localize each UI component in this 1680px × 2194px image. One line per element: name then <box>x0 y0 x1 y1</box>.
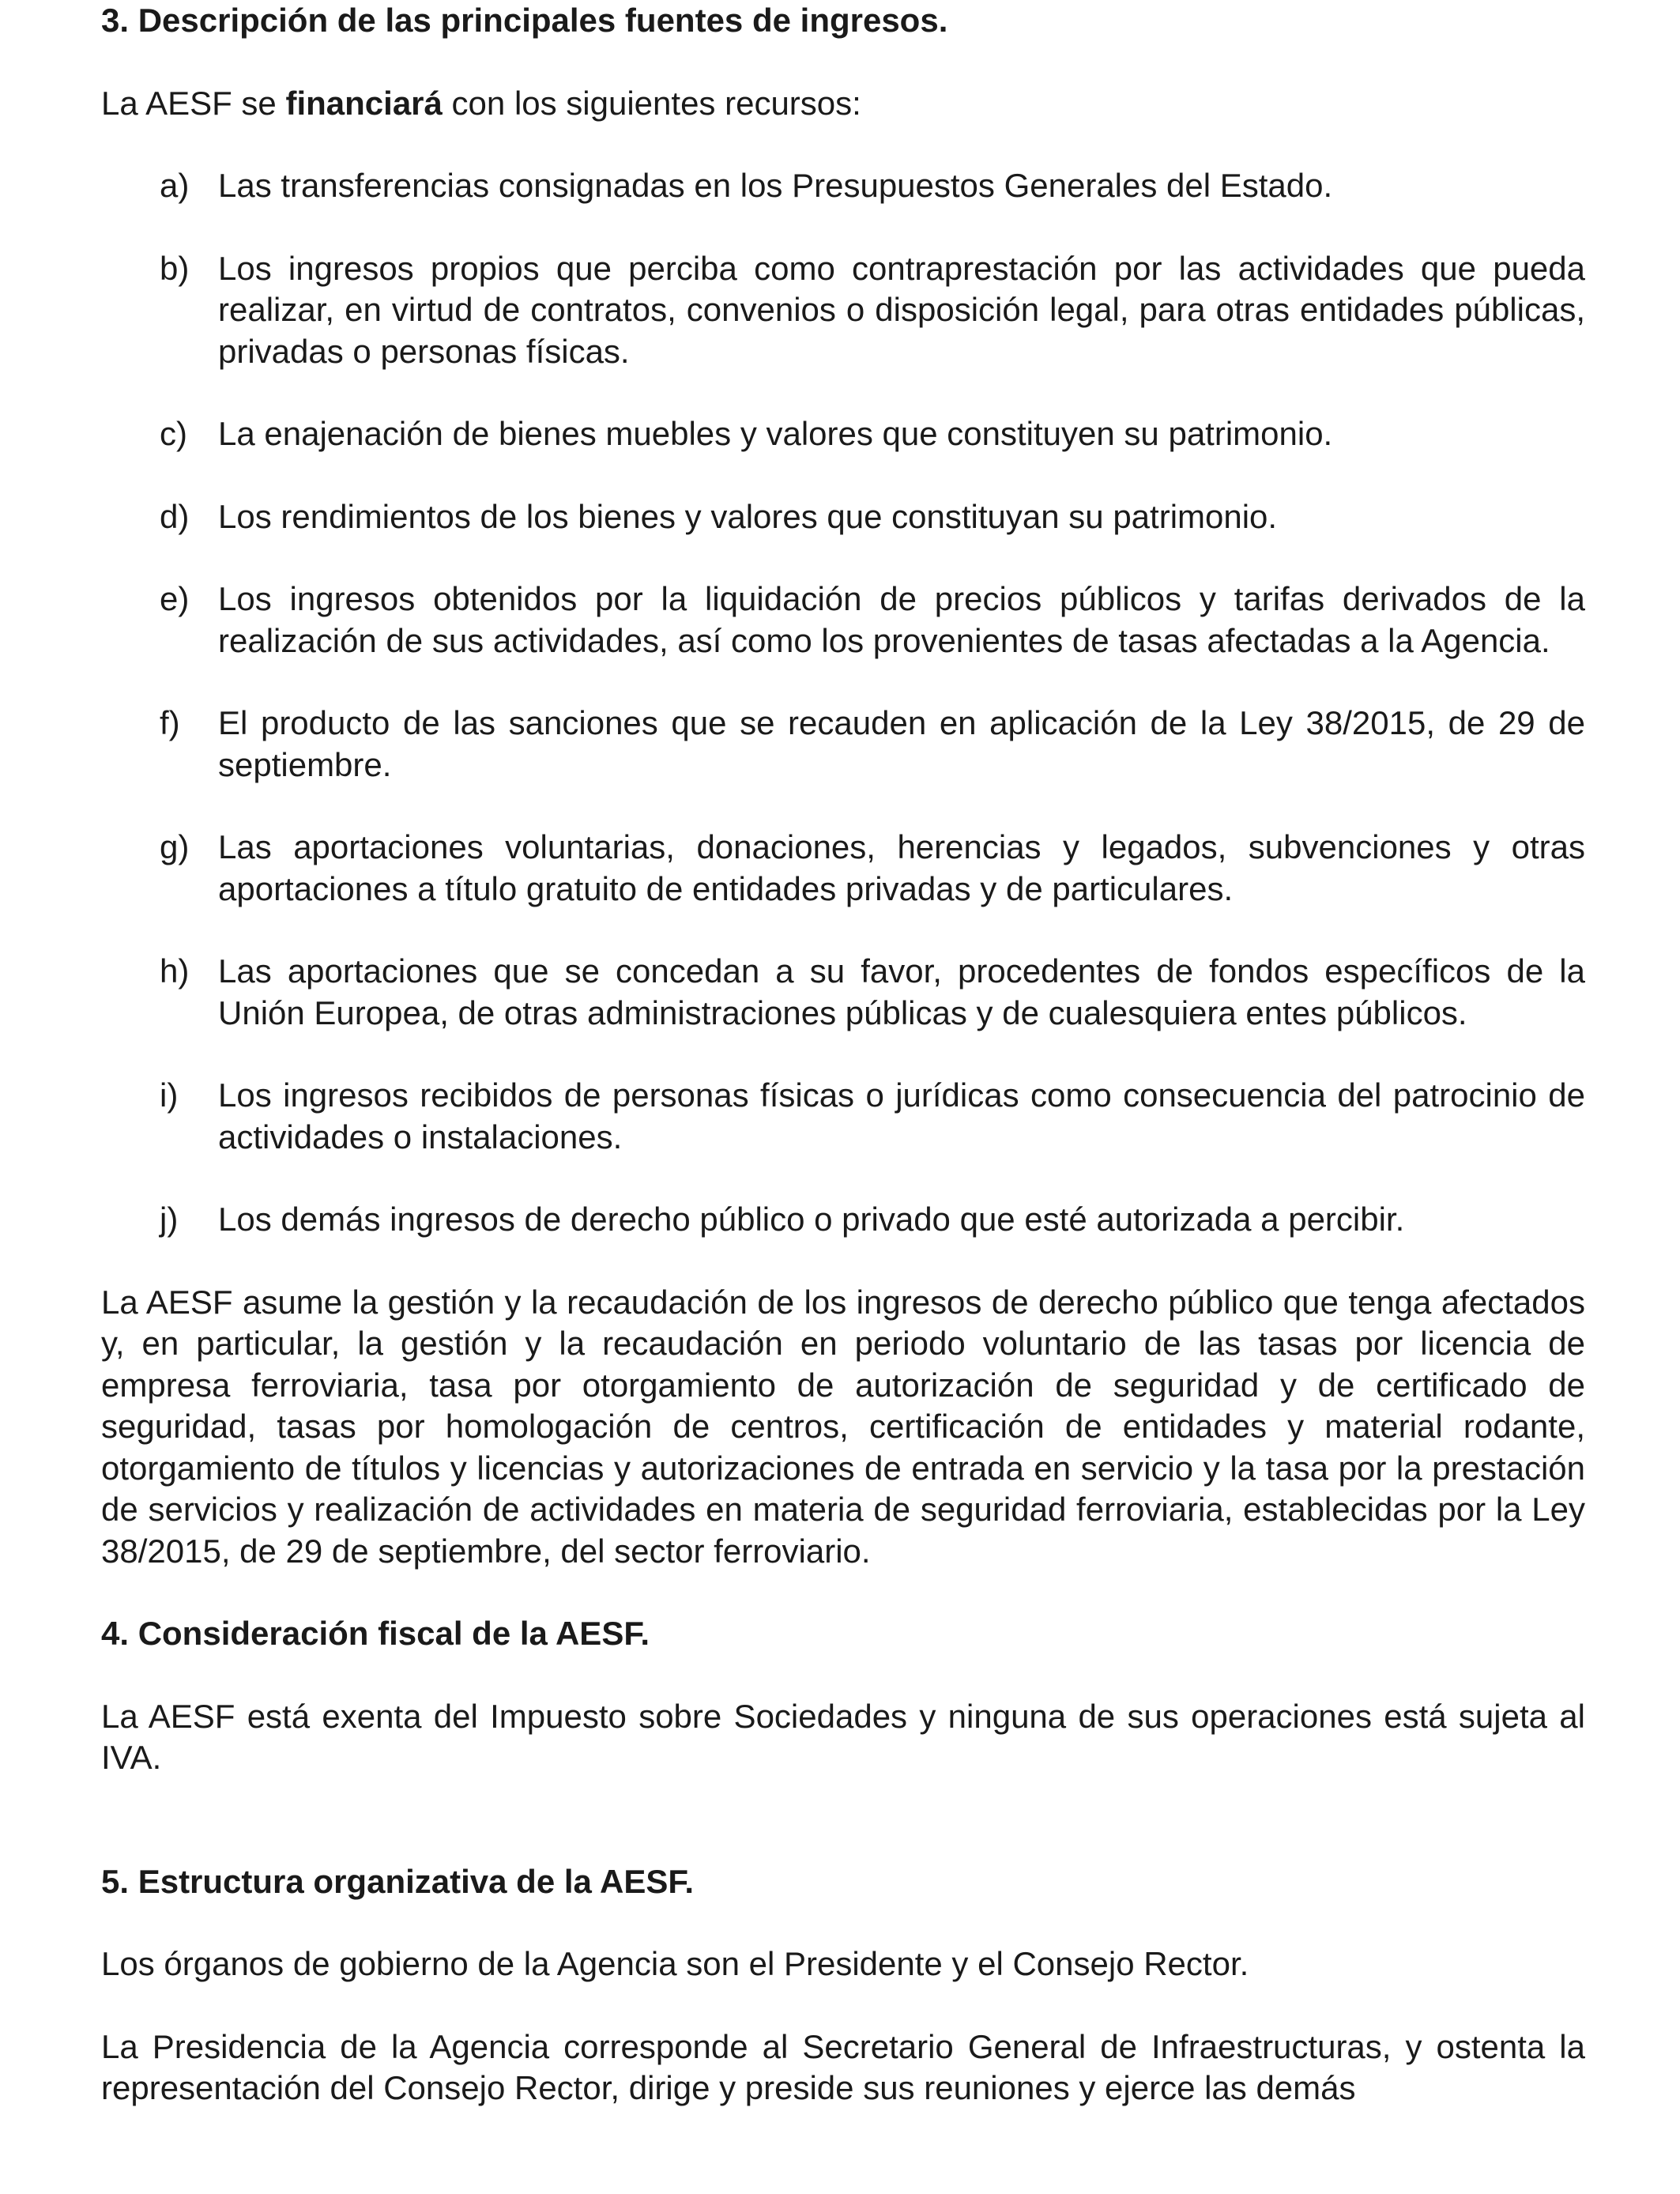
list-item-text: Los ingresos recibidos de personas físicas o jurídicas como consecuencia del patrocinio de actividades o instalaciones. <box>218 1076 1585 1155</box>
list-item <box>101 827 1585 910</box>
section-4-body: La AESF está exenta del Impuesto sobre Sociedades y ninguna de sus operaciones está sujeta al IVA. <box>101 1697 1585 1776</box>
list-item-marker: i) <box>160 1076 179 1114</box>
list-item <box>101 951 1585 1034</box>
list-item-marker: e) <box>160 580 190 617</box>
list-item-marker: g) <box>160 828 190 865</box>
section-3-closing-paragraph: La AESF asume la gestión y la recaudación de los ingresos de derecho público que tenga afectados y, en particular, la gestión y la recaudación en periodo voluntario de las tasas por licencia de empresa ferroviaria, tasa por otorgamiento de autorización de seguridad y de certificado de seguridad, tasas por homologación de centros, certificación de entidades y material rodante, otorgamiento de títulos y licencias y autorizaciones de entrada en servicio y la tasa por la prestación de servicios y realización de actividades en materia de seguridad ferroviaria, establecidas por la Ley 38/2015, de 29 de septiembre, del sector ferroviario. <box>101 1283 1585 1570</box>
list-item-text: Los ingresos propios que perciba como contraprestación por las actividades que pueda realizar, en virtud de contratos, convenios o disposición legal, para otras entidades públicas, privadas o personas físicas. <box>218 249 1585 370</box>
document-page <box>101 0 1585 2109</box>
list-item <box>101 496 1585 538</box>
section-4-heading: 4. Consideración fiscal de la AESF. <box>101 1615 650 1652</box>
list-item-marker: c) <box>160 415 187 452</box>
intro-text-after: con los siguientes recursos: <box>442 84 861 122</box>
list-item-text: El producto de las sanciones que se recauden en aplicación de la Ley 38/2015, de 29 de septiembre. <box>218 704 1585 783</box>
intro-bold-word: financiará <box>285 84 443 122</box>
section-5-paragraph-2: La Presidencia de la Agencia corresponde al Secretario General de Infraestructuras, y ostenta la representación del Consejo Rector, dirige y preside sus reuniones y ejerce las demás <box>101 2027 1585 2106</box>
list-item <box>101 703 1585 786</box>
list-item-marker: j) <box>160 1201 179 1238</box>
list-item-text: Los ingresos obtenidos por la liquidación de precios públicos y tarifas derivados de la realización de sus actividades, así como los provenientes de tasas afectadas a la Agencia. <box>218 580 1585 659</box>
list-item-text: Las aportaciones voluntarias, donaciones, herencias y legados, subvenciones y otras aportaciones a título gratuito de entidades privadas y de particulares. <box>218 828 1585 907</box>
list-item-text: Las aportaciones que se concedan a su favor, procedentes de fondos específicos de la Unión Europea, de otras administraciones públicas y de cualesquiera entes públicos. <box>218 952 1585 1031</box>
section-5-paragraph-1: Los órganos de gobierno de la Agencia son el Presidente y el Consejo Rector. <box>101 1945 1249 1982</box>
list-item-marker: f) <box>160 704 180 741</box>
list-item-text: La enajenación de bienes muebles y valores que constituyen su patrimonio. <box>218 415 1333 452</box>
list-item-marker: d) <box>160 497 190 535</box>
list-item-text: Los rendimientos de los bienes y valores que constituyan su patrimonio. <box>218 497 1278 535</box>
intro-text-before: La AESF se <box>101 84 286 122</box>
section-5-heading: 5. Estructura organizativa de la AESF. <box>101 1862 695 1900</box>
list-item-text: Los demás ingresos de derecho público o privado que esté autorizada a percibir. <box>218 1201 1405 1238</box>
income-sources-list <box>101 165 1585 1241</box>
list-item <box>101 579 1585 662</box>
list-item <box>101 1075 1585 1158</box>
list-item-marker: b) <box>160 249 190 287</box>
list-item <box>101 1199 1585 1241</box>
section-3-heading: 3. Descripción de las principales fuentes de ingresos. <box>101 2 948 39</box>
list-item <box>101 413 1585 455</box>
list-item <box>101 165 1585 207</box>
section-3-intro <box>101 83 1585 125</box>
list-item-text: Las transferencias consignadas en los Presupuestos Generales del Estado. <box>218 167 1333 204</box>
list-item <box>101 248 1585 373</box>
list-item-marker: h) <box>160 952 190 990</box>
list-item-marker: a) <box>160 167 190 204</box>
